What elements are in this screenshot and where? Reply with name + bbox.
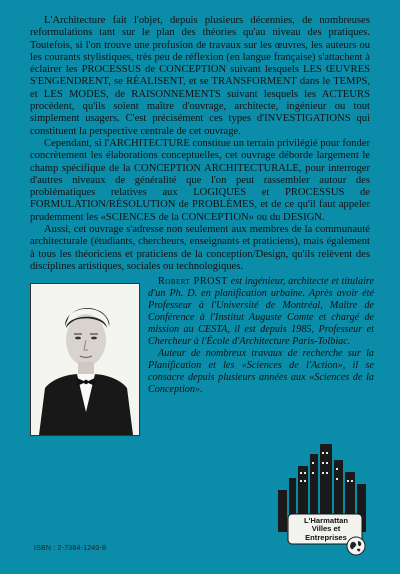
- author-photo: [30, 283, 140, 436]
- author-bio-paragraph-1: est ingénieur, architecte et titulaire d'un Ph. D. en planification urbaine. Après avoir été Professeur à l'Université de Montréal, Maître de Conférence à l'Institut Auguste Comte et chargé de mission au CESTA, il est depuis 1985, Professeur et Chercheur à l'École d'Architecture Paris-Tolbiac.: [148, 276, 375, 347]
- globe-icon: [346, 536, 366, 556]
- author-name: Robert PROST: [158, 276, 228, 287]
- author-biography: [148, 276, 374, 396]
- publisher-collection: Villes et Entreprises: [305, 524, 347, 542]
- description-paragraph-1: L'Architecture fait l'objet, depuis plusieurs décennies, de nombreuses reformulations tant sur le plan des théories qu'au niveau des pratiques. Toutefois, si l'on trouve une profusion de travaux sur les œuvres, les auteurs ou les courants stylistiques, très peu de réflexion (en langue française) s'attachent à éclairer les PROCESSUS de CONCEPTION suivant lesquels LES ŒUVRES S'ENGENDRENT, se RÉALISENT, et se TRANSFORMENT dans le TEMPS, et LES MODES, de RAISONNEMENTS suivant lesquels les ACTEURS procèdent, qu'ils soient maître d'ouvrage, architecte, ingénieur ou tout simplement usagers. C'est précisément ces types d'INVESTIGATIONS qui constituent la perspective centrale de cet ouvrage.: [30, 15, 370, 137]
- author-bio-paragraph-2: Auteur de nombreux travaux de recherche sur la Planification et les «Sciences de l'Action», il se consacre depuis plusieurs années aux «Sciences de la Conception».: [148, 348, 374, 395]
- description-text: [30, 15, 370, 273]
- isbn-label: ISBN : 2-7384-1240-8: [34, 545, 107, 552]
- publisher-name: L'Harmattan: [303, 516, 348, 525]
- description-paragraph-3: Aussi, cet ouvrage s'adresse non seulement aux membres de la communauté architecturale (étudiants, chercheurs, enseignants et praticiens), mais également à tous les théoriciens et praticiens de la conception/Design, qu'ils relèvent des disciplines artistiques, sociales ou technologiques.: [30, 224, 370, 272]
- description-paragraph-2: Cependant, si l'ARCHITECTURE constitue un terrain privilégié pour fonder concrètement les élaborations conceptuelles, cet ouvrage déborde largement le champ spécifique de la CONCEPTION ARCHITECTURALE, pour interroger d'autres niveaux de généralité que l'on peut rassembler autour des problématiques relatives aux LOGIQUES et PROCESSUS de FORMULATION/RÉSOLUTION de PROBLÈMES, et de ce qu'il faut appeler prudemment les «SCIENCES de la CONCEPTION» ou du DESIGN.: [30, 137, 370, 223]
- author-portrait-icon: [31, 284, 139, 435]
